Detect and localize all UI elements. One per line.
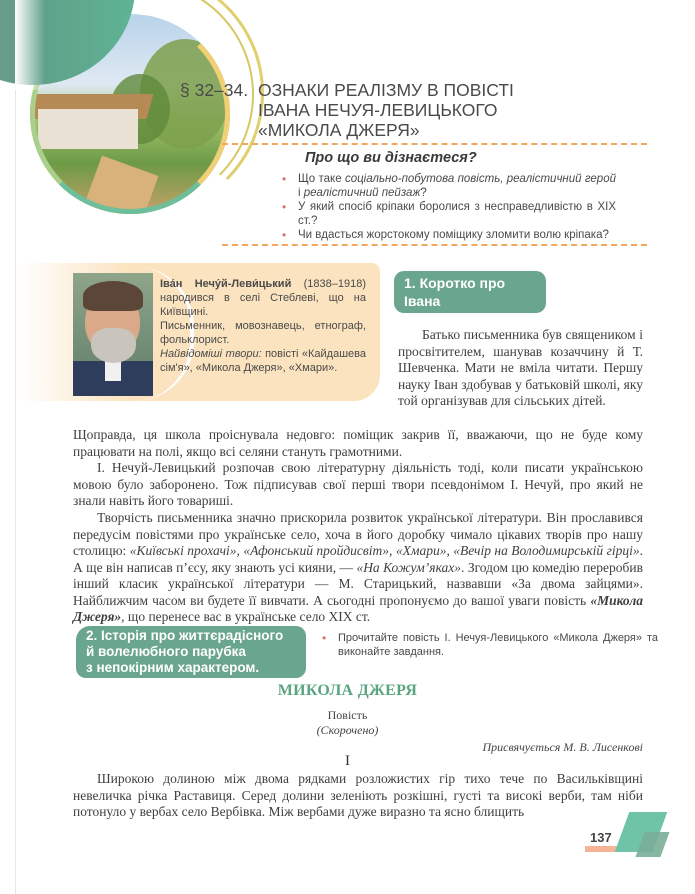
bullet-icon: •: [282, 200, 287, 214]
paragraph: І. Нечуй-Левицький розпочав свою літературну діяльність тоді, коли писати українською мовою було заборонено. Тож підписував свої перші твори псевдонімом І. Нечуй, про який не знали навіть його товариші.: [73, 460, 643, 508]
author-bio-text: [160, 277, 366, 375]
paragraph: Щоправда, ця школа проіснувала недовго: поміщик закрив її, вважаючи, що не буде кому працювати на полі, якщо всі селяни стануть грамотними.: [73, 427, 643, 459]
play-title: «На Кожум’яках»: [356, 559, 462, 575]
works-list: повісті «Кайдашева сім'я», «Микола Джеря», «Хмари».: [160, 348, 366, 374]
dashed-divider: [222, 244, 647, 246]
story-reference: «Микола Джеря»: [73, 592, 643, 624]
bullet-icon: •: [322, 631, 327, 645]
title-line: ОЗНАКИ РЕАЛІЗМУ В ПОВІСТІ: [258, 80, 514, 100]
learn-heading: Про що ви дізнаєтеся?: [305, 150, 477, 166]
learn-list: [280, 172, 616, 242]
list-item: • Чи вдасться жорстокому поміщику зломити волю кріпака?: [282, 228, 609, 242]
title-line: «МИКОЛА ДЖЕРЯ»: [258, 120, 420, 140]
list-item: • Що таке соціально-побутова повість, реалістичний герой і реалістичний пейзаж?: [282, 172, 616, 199]
story-genre: Повість: [327, 708, 368, 722]
story-title: МИКОЛА ДЖЕРЯ: [277, 682, 418, 699]
story-paragraph: Широкою долиною між двома рядками розложистих гір тихо тече по Васильківщині невеличка річка Раставиця. Серед долини зеленіють розкішні, густі та високі верби, там ніби потонуло у вербах село Вербівка. Між вербами дуже виразно та ясно блищить: [73, 771, 643, 819]
author-years: (1838–1918): [303, 278, 367, 290]
page-title: [258, 80, 514, 140]
dedication: Присвячується М. В. Лисенкові: [482, 740, 643, 754]
works-titles: «Київські прохачі», «Афонський пройдисвіт», «Хмари», «Вечір на Володимирській гірці»: [129, 543, 640, 558]
author-birthplace: народився в селі Стеблеві, що на Київщині.: [160, 292, 366, 318]
chapter-number: І: [345, 753, 350, 769]
list-item: • У який спосіб кріпаки боролися з несправедливістю в XIX ст.?: [282, 200, 616, 227]
paragraph: Батько письменника був священиком і просвітителем, шанував козаччину й Т. Шевченка. Мати не вміла читати. Першу науку Іван здобував у батьковій школі, яку той організував для сільських дітей.: [398, 327, 643, 408]
paragraph: Творчість письменника значно прискорила розвиток української літератури. Він прославився передусім повістями про українське село, хоча в його доробку чимало цікавих творів про нашу столицю: «Київські прохачі», «Афонський пройдисвіт», «Хмари», «Вечір на Володимирській гірці». А ще він написав п’єсу, яку знають усі кияни, — «На Кожум’яках». Згодом цю комедію переробив інший класик української літератури — М. Старицький, назвавши «За двома зайцями». Найближчим часом ви будете її вивчати. А сьогодні пропонуємо до вашої уваги повість «Микола Джеря», що перенесе вас в українське село XIX ст.: [73, 510, 643, 624]
section-number: § 32–34.: [180, 80, 249, 100]
section-2-heading: 2. Історія про життєрадісного й волелюбного парубка з непокірним характером.: [76, 626, 306, 678]
section-1-heading: 1. Коротко про Івана Нечуя-Левицького.: [394, 271, 546, 313]
bullet-icon: •: [282, 172, 287, 186]
works-label: Найвідоміші твори:: [160, 348, 262, 360]
author-name: Іва́н Нечу́й-Леви́цький: [160, 278, 292, 290]
dashed-divider: [222, 143, 647, 145]
title-line: ІВАНА НЕЧУЯ-ЛЕВИЦЬКОГО: [258, 100, 498, 120]
author-roles: Письменник, мовознавець, етнограф, фольклорист.: [160, 320, 366, 346]
bullet-icon: •: [282, 228, 287, 242]
page-number: 137: [590, 830, 612, 845]
abridged-note: (Скорочено): [316, 723, 379, 737]
edge-fade: [15, 0, 45, 90]
footer-accent-bar: [585, 846, 617, 852]
task-instruction: • Прочитайте повість І. Нечуя-Левицького «Микола Джеря» та виконайте завдання.: [322, 631, 658, 658]
